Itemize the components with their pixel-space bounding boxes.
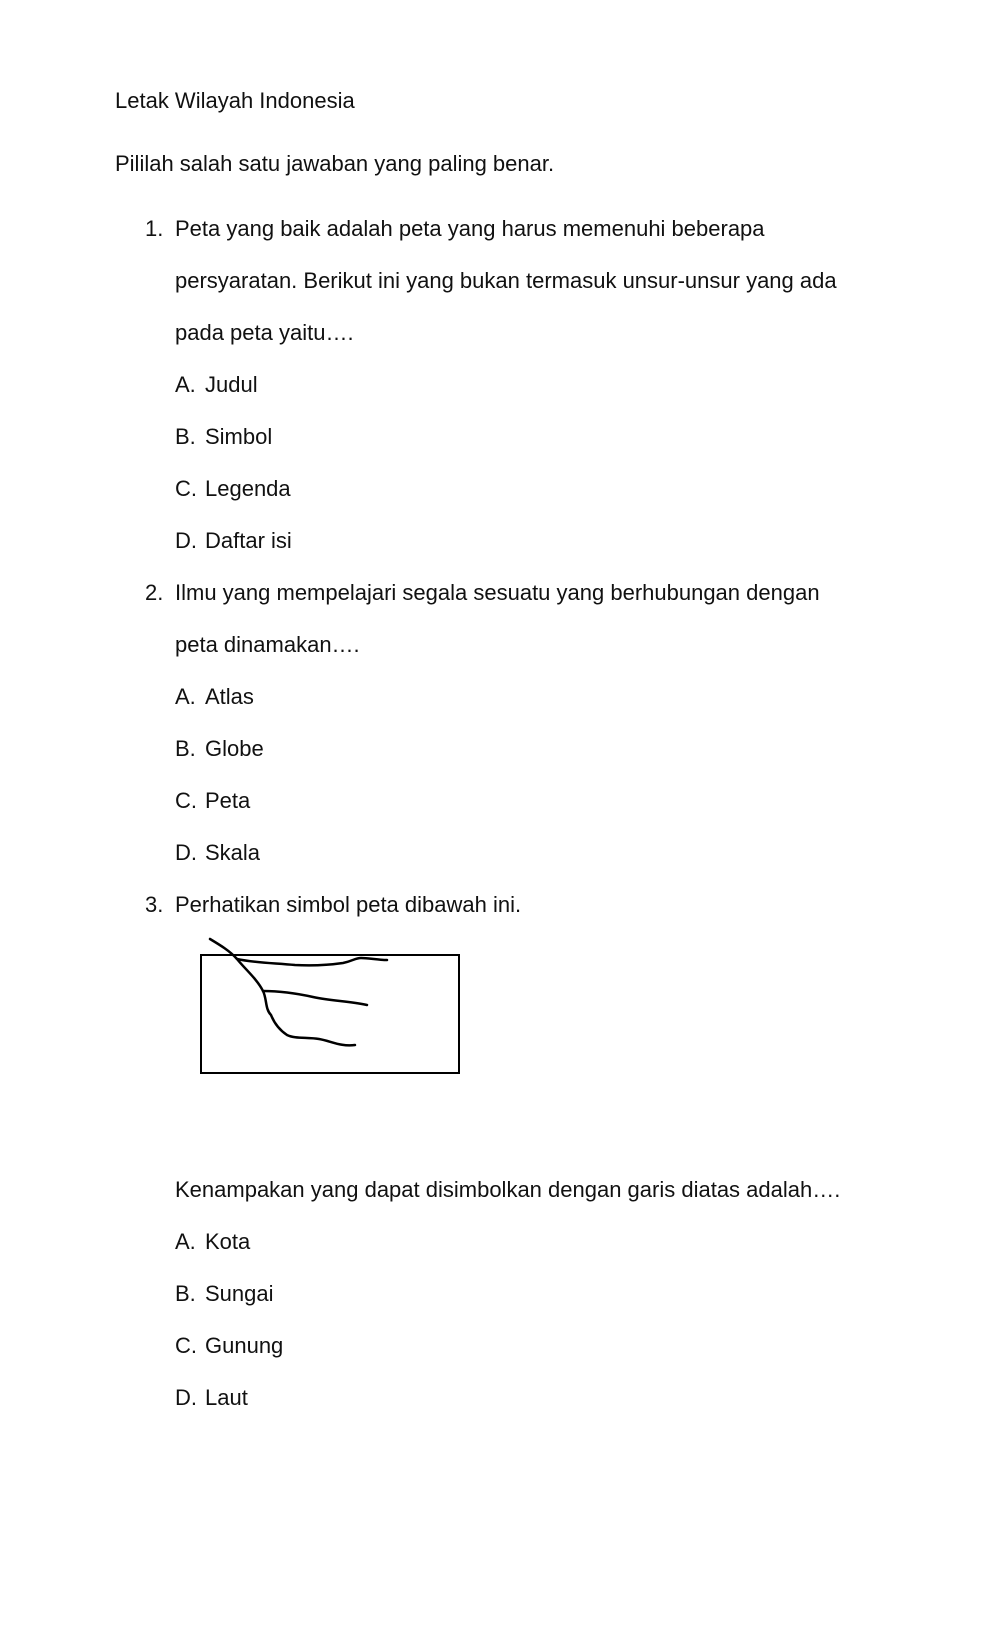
option-text: Laut [205, 1385, 248, 1410]
document-title: Letak Wilayah Indonesia [115, 88, 355, 113]
question-1-option-c[interactable] [175, 476, 291, 502]
question-3-option-c[interactable] [175, 1333, 283, 1359]
option-text: Daftar isi [205, 528, 292, 553]
question-1-line-2: persyaratan. Berikut ini yang bukan termasuk unsur-unsur yang ada [175, 268, 837, 293]
question-1-option-a[interactable] [175, 372, 258, 398]
question-1-option-d[interactable] [175, 528, 292, 554]
option-letter: D. [175, 840, 197, 865]
question-2-option-d[interactable] [175, 840, 260, 866]
option-text: Globe [205, 736, 264, 761]
river-map-symbol-icon [195, 935, 465, 1085]
option-letter: D. [175, 1385, 197, 1410]
option-letter: D. [175, 528, 197, 553]
option-letter: B. [175, 424, 196, 449]
tributary-line-upper [237, 958, 387, 965]
question-3-followup: Kenampakan yang dapat disimbolkan dengan garis diatas adalah…. [175, 1177, 841, 1202]
option-letter: B. [175, 736, 196, 761]
question-2-line-1: Ilmu yang mempelajari segala sesuatu yang berhubungan dengan [175, 580, 820, 605]
option-text: Simbol [205, 424, 273, 449]
option-letter: C. [175, 476, 197, 501]
option-text: Kota [205, 1229, 251, 1254]
option-letter: B. [175, 1281, 196, 1306]
tributary-line-middle [263, 991, 367, 1005]
option-text: Sungai [205, 1281, 274, 1306]
question-2-line-2: peta dinamakan…. [175, 632, 360, 657]
question-3-line-1: Perhatikan simbol peta dibawah ini. [175, 892, 522, 917]
question-2-number: 2. [145, 580, 164, 605]
option-letter: C. [175, 788, 197, 813]
question-1-number: 1. [145, 216, 164, 241]
option-text: Peta [205, 788, 251, 813]
question-2-option-a[interactable] [175, 684, 254, 710]
instruction-text: Pililah salah satu jawaban yang paling benar. [115, 151, 555, 176]
river-symbol-svg [195, 935, 465, 1085]
question-1-line-1: Peta yang baik adalah peta yang harus memenuhi beberapa [175, 216, 765, 241]
question-3-option-a[interactable] [175, 1229, 250, 1255]
option-letter: A. [175, 1229, 196, 1254]
option-text: Gunung [205, 1333, 284, 1358]
option-letter: C. [175, 1333, 197, 1358]
question-1-option-b[interactable] [175, 424, 272, 450]
question-3-number: 3. [145, 892, 164, 917]
question-1-line-3: pada peta yaitu…. [175, 320, 354, 345]
option-text: Atlas [205, 684, 254, 709]
question-3-option-b[interactable] [175, 1281, 274, 1307]
symbol-frame [201, 955, 459, 1073]
option-letter: A. [175, 372, 196, 397]
question-3-option-d[interactable] [175, 1385, 248, 1411]
option-letter: A. [175, 684, 196, 709]
question-2-option-b[interactable] [175, 736, 264, 762]
option-text: Skala [205, 840, 261, 865]
question-2-option-c[interactable] [175, 788, 250, 814]
option-text: Judul [205, 372, 258, 397]
option-text: Legenda [205, 476, 291, 501]
